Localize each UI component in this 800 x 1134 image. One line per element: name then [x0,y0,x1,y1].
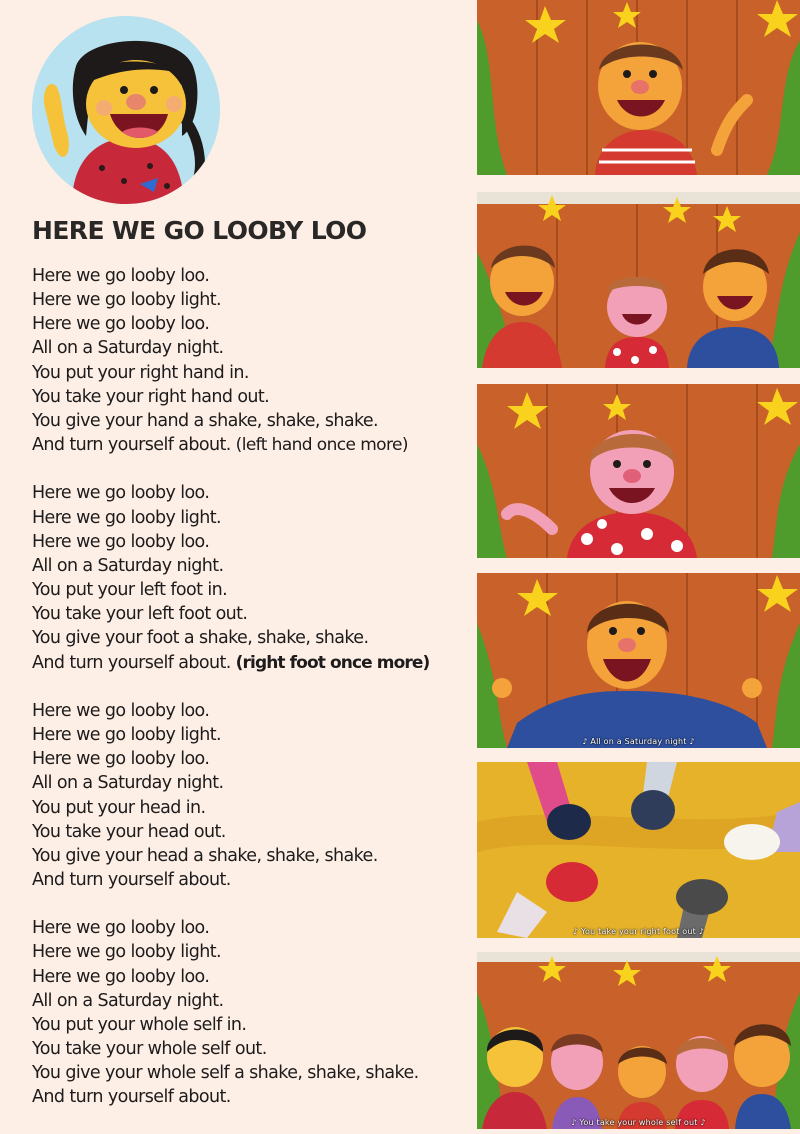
lyric-line: You put your head in. [32,797,206,818]
puppet-girl-illustration [32,16,220,204]
video-subtitle: ♪ You take your right foot out ♪ [572,927,705,936]
pink-puppet-scene [477,384,800,558]
lyric-line-with-note [32,651,462,675]
stanza-3 [32,699,462,892]
puppet-avatar [32,16,220,204]
video-subtitle: ♪ All on a Saturday night ♪ [582,737,695,746]
lyric-line: Here we go looby loo. [32,483,210,504]
lyric-line: You give your foot a shake, shake, shake. [32,628,369,649]
lyric-line: You give your whole self a shake, shake, shake. [32,1063,419,1084]
lyrics [32,264,462,1134]
lyric-line: Here we go looby light. [32,507,221,528]
lyric-line: Here we go looby loo. [32,700,210,721]
lyric-line: Here we go looby light. [32,942,221,963]
lyric-line: Here we go looby loo. [32,314,210,335]
lyric-line: You give your head a shake, shake, shake. [32,845,378,866]
lyric-line: Here we go looby loo. [32,749,210,770]
stanza-1 [32,264,462,457]
lyric-line: Here we go looby loo. [32,918,210,939]
lyric-line: You put your left foot in. [32,580,228,601]
blue-shirt-puppet-scene [477,573,800,748]
three-puppets-scene [477,192,800,368]
lyric-line: You take your left foot out. [32,604,248,625]
video-subtitle: ♪ You take your whole self out ♪ [571,1118,706,1127]
lyric-line: You give your hand a shake, shake, shake. [32,410,379,431]
boy-puppet-scene [477,0,800,175]
lyric-line: All on a Saturday night. [32,773,224,794]
lyric-line: And turn yourself about. [32,869,231,890]
lyric-line: Here we go looby loo. [32,966,210,987]
lyric-line: You take your right hand out. [32,386,270,407]
lyric-line: And turn yourself about. [32,435,231,456]
lyric-line: You take your head out. [32,821,226,842]
lyric-line: All on a Saturday night. [32,990,224,1011]
all-puppets-scene [477,952,800,1129]
lyric-line: And turn yourself about. [32,652,231,673]
video-still-6 [477,952,800,1129]
stanza-4 [32,916,462,1109]
video-still-3 [477,384,800,558]
lyric-line: Here we go looby loo. [32,531,210,552]
lyric-line: All on a Saturday night. [32,338,224,359]
lyric-line: Here we go looby light. [32,290,221,311]
lyric-line: You put your right hand in. [32,362,249,383]
lyric-line: You take your whole self out. [32,1039,267,1060]
lyric-line: Here we go looby light. [32,725,221,746]
stanza-2 [32,481,462,674]
repeat-note: (left hand once more) [235,435,408,456]
video-still-1 [477,0,800,175]
lyric-line: Here we go looby loo. [32,266,210,286]
video-still-2 [477,192,800,368]
lyric-line-with-note [32,433,462,457]
song-title: HERE WE GO LOOBY LOO [32,216,367,245]
lyric-line: You put your whole self in. [32,1014,247,1035]
video-still-5 [477,762,800,938]
lyric-line: All on a Saturday night. [32,555,224,576]
lyric-line: And turn yourself about. [32,1087,231,1108]
repeat-note: (right foot once more) [235,652,430,673]
puppet-shoes-scene [477,762,800,938]
video-still-4 [477,573,800,748]
